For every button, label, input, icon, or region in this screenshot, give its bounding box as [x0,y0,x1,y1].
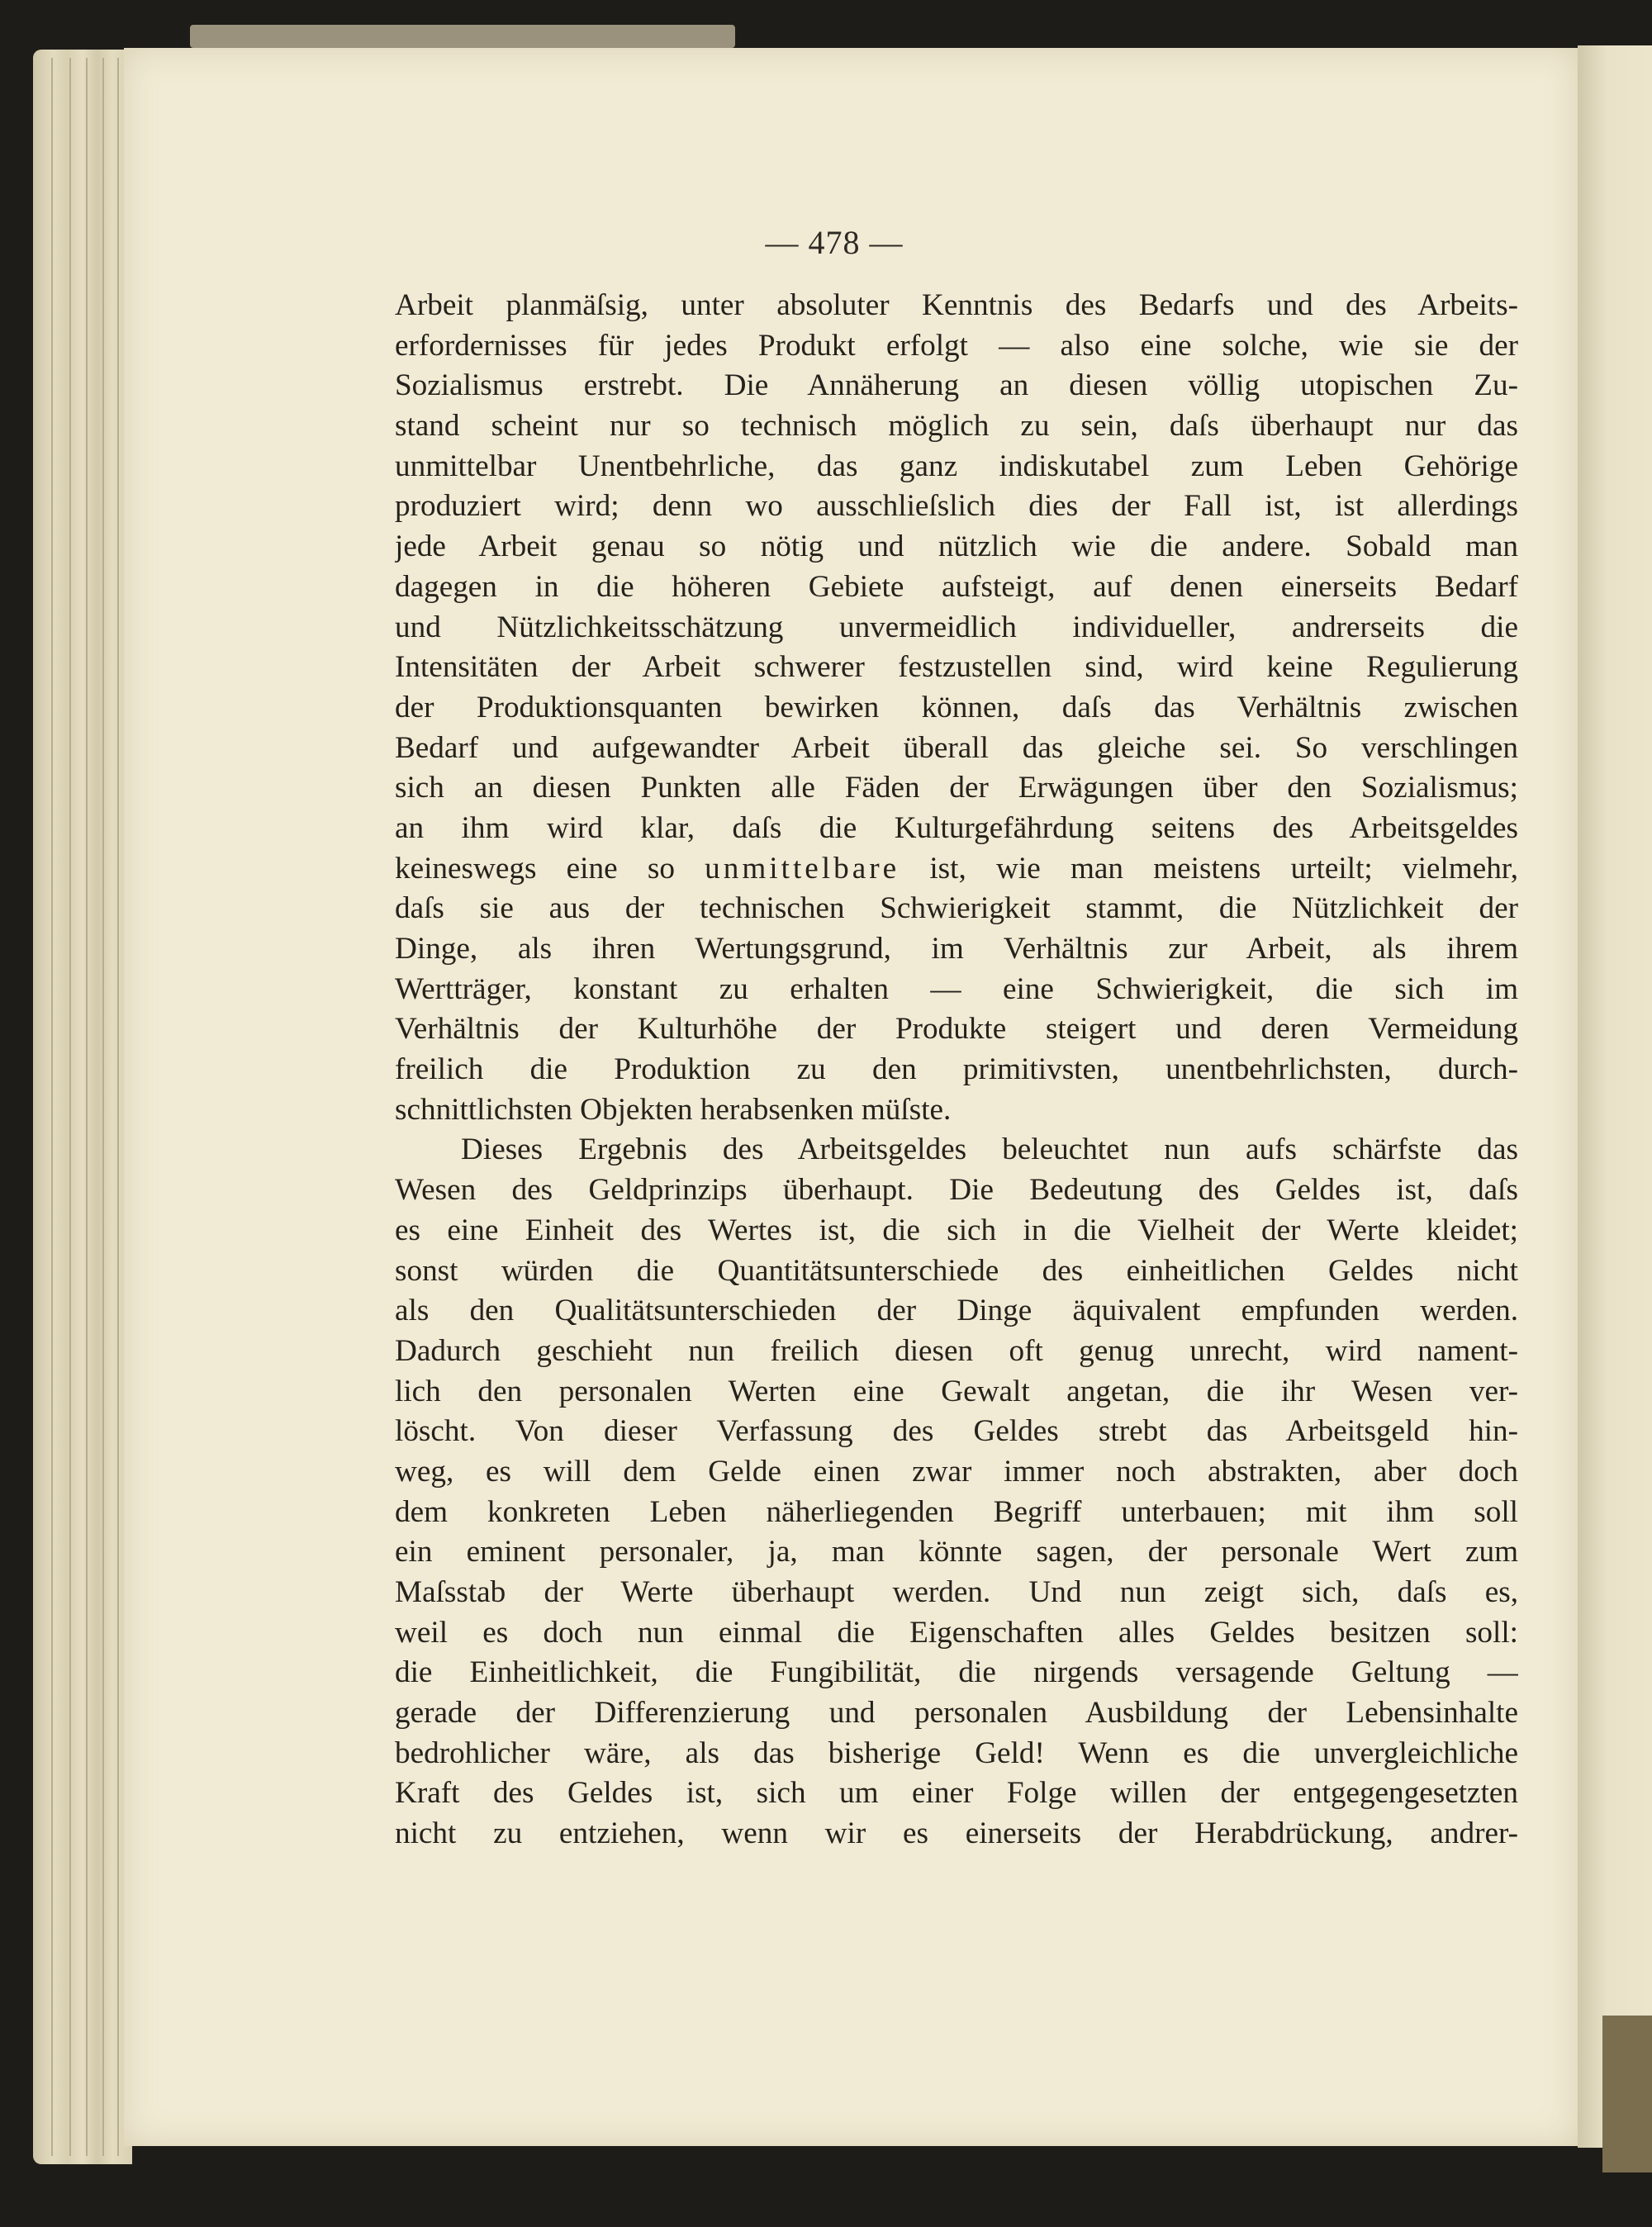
text-line: Intensitäten der Arbeit schwerer festzustellen sind, wird keine Regulierung [395,650,1518,685]
page-edge-line [117,58,119,2156]
text-line: dagegen in die höheren Gebiete aufsteigt, auf denen einerseits Bedarf [395,569,1518,604]
text-line: stand scheint nur so technisch möglich zu sein, daſs überhaupt nur das [395,409,1518,444]
text-line: sich an diesen Punkten alle Fäden der Erwägungen über den Sozialismus; [395,771,1518,805]
text-line: es eine Einheit des Wertes ist, die sich in die Vielheit der Werte kleidet; [395,1213,1518,1247]
text-line: Wertträger, konstant zu erhalten — eine Schwierigkeit, die sich im [395,971,1518,1006]
text-segment: ist, wie man meistens urteilt; vielmehr, [900,851,1518,886]
text-line: weg, es will dem Gelde einen zwar immer noch abstrakten, aber doch [395,1454,1518,1489]
page-number: — 478 — [765,224,904,261]
page-edge-line [69,58,71,2156]
cover-edge [1602,2016,1652,2172]
text-line: Verhältnis der Kulturhöhe der Produkte steigert und deren Vermeidung [395,1012,1518,1047]
text-line: jede Arbeit genau so nötig und nützlich wie die andere. Sobald man [395,529,1518,564]
page-edge-line [102,58,104,2156]
page-edge-line [51,58,53,2156]
text-line: löscht. Von dieser Verfassung des Geldes strebt das Arbeitsgeld hin- [395,1414,1518,1449]
text-line: Dadurch geschieht nun freilich diesen oft genug unrecht, wird nament- [395,1333,1518,1368]
text-line: und Nützlichkeitsschätzung unvermeidlich individueller, andrerseits die [395,610,1518,644]
text-line: Wesen des Geldprinzips überhaupt. Die Bedeutung des Geldes ist, daſs [395,1173,1518,1208]
text-line: Bedarf und aufgewandter Arbeit überall das gleiche sei. So verschlingen [395,730,1518,765]
page-edge-line [86,58,88,2156]
text-line: unmittelbar Unentbehrliche, das ganz indiskutabel zum Leben Gehörige [395,449,1518,483]
text-line: weil es doch nun einmal die Eigenschaften alles Geldes besitzen soll: [395,1615,1518,1650]
text-line: die Einheitlichkeit, die Fungibilität, die nirgends versagende Geltung — [395,1655,1518,1690]
text-line: daſs sie aus der technischen Schwierigkeit stammt, die Nützlichkeit der [395,891,1518,926]
text-line: produziert wird; denn wo ausschlieſslich dies der Fall ist, ist allerdings [395,489,1518,524]
text-line: bedrohlicher wäre, als das bisherige Geld! Wenn es die unvergleichliche [395,1736,1518,1770]
text-line: lich den personalen Werten eine Gewalt angetan, die ihr Wesen ver- [395,1374,1518,1408]
text-line: Dieses Ergebnis des Arbeitsgeldes beleuchtet nun aufs schärfste das [461,1132,1518,1167]
text-line: Kraft des Geldes ist, sich um einer Folge willen der entgegengesetzten [395,1776,1518,1811]
book-page [124,48,1578,2146]
text-line: erfordernisses für jedes Produkt erfolgt — also eine solche, wie sie der [395,328,1518,363]
text-line: Dinge, als ihren Wertungsgrund, im Verhältnis zur Arbeit, als ihrem [395,932,1518,966]
text-line-emphasis [395,849,1518,890]
text-segment: keineswegs eine so [395,851,705,886]
body-text [395,286,1518,1854]
text-line: Arbeit planmäſsig, unter absoluter Kenntnis des Bedarfs und des Arbeits- [395,288,1518,322]
text-line: als den Qualitätsunterschieden der Dinge äquivalent empfunden werden. [395,1294,1518,1328]
text-line: nicht zu entziehen, wenn wir es einerseits der Herabdrückung, andrer- [395,1816,1518,1851]
text-line: dem konkreten Leben näherliegenden Begriff unterbauen; mit ihm soll [395,1494,1518,1529]
text-line: freilich die Produktion zu den primitivsten, unentbehrlichsten, durch- [395,1052,1518,1087]
text-line: ein eminent personaler, ja, man könnte sagen, der personale Wert zum [395,1535,1518,1569]
text-line: gerade der Differenzierung und personalen Ausbildung der Lebensinhalte [395,1696,1518,1731]
next-page-edge [1578,45,1652,2148]
text-line: sonst würden die Quantitätsunterschiede des einheitlichen Geldes nicht [395,1253,1518,1288]
spaced-emphasis: unmittelbare [705,851,900,886]
torn-leaf-scrap [190,25,735,48]
text-line: schnittlichsten Objekten herabsenken müſste. [395,1092,952,1127]
text-line: Sozialismus erstrebt. Die Annäherung an diesen völlig utopischen Zu- [395,368,1518,403]
text-line: Maſsstab der Werte überhaupt werden. Und nun zeigt sich, daſs es, [395,1575,1518,1609]
text-line: der Produktionsquanten bewirken können, daſs das Verhältnis zwischen [395,690,1518,724]
text-line: an ihm wird klar, daſs die Kulturgefährdung seitens des Arbeitsgeldes [395,810,1518,845]
